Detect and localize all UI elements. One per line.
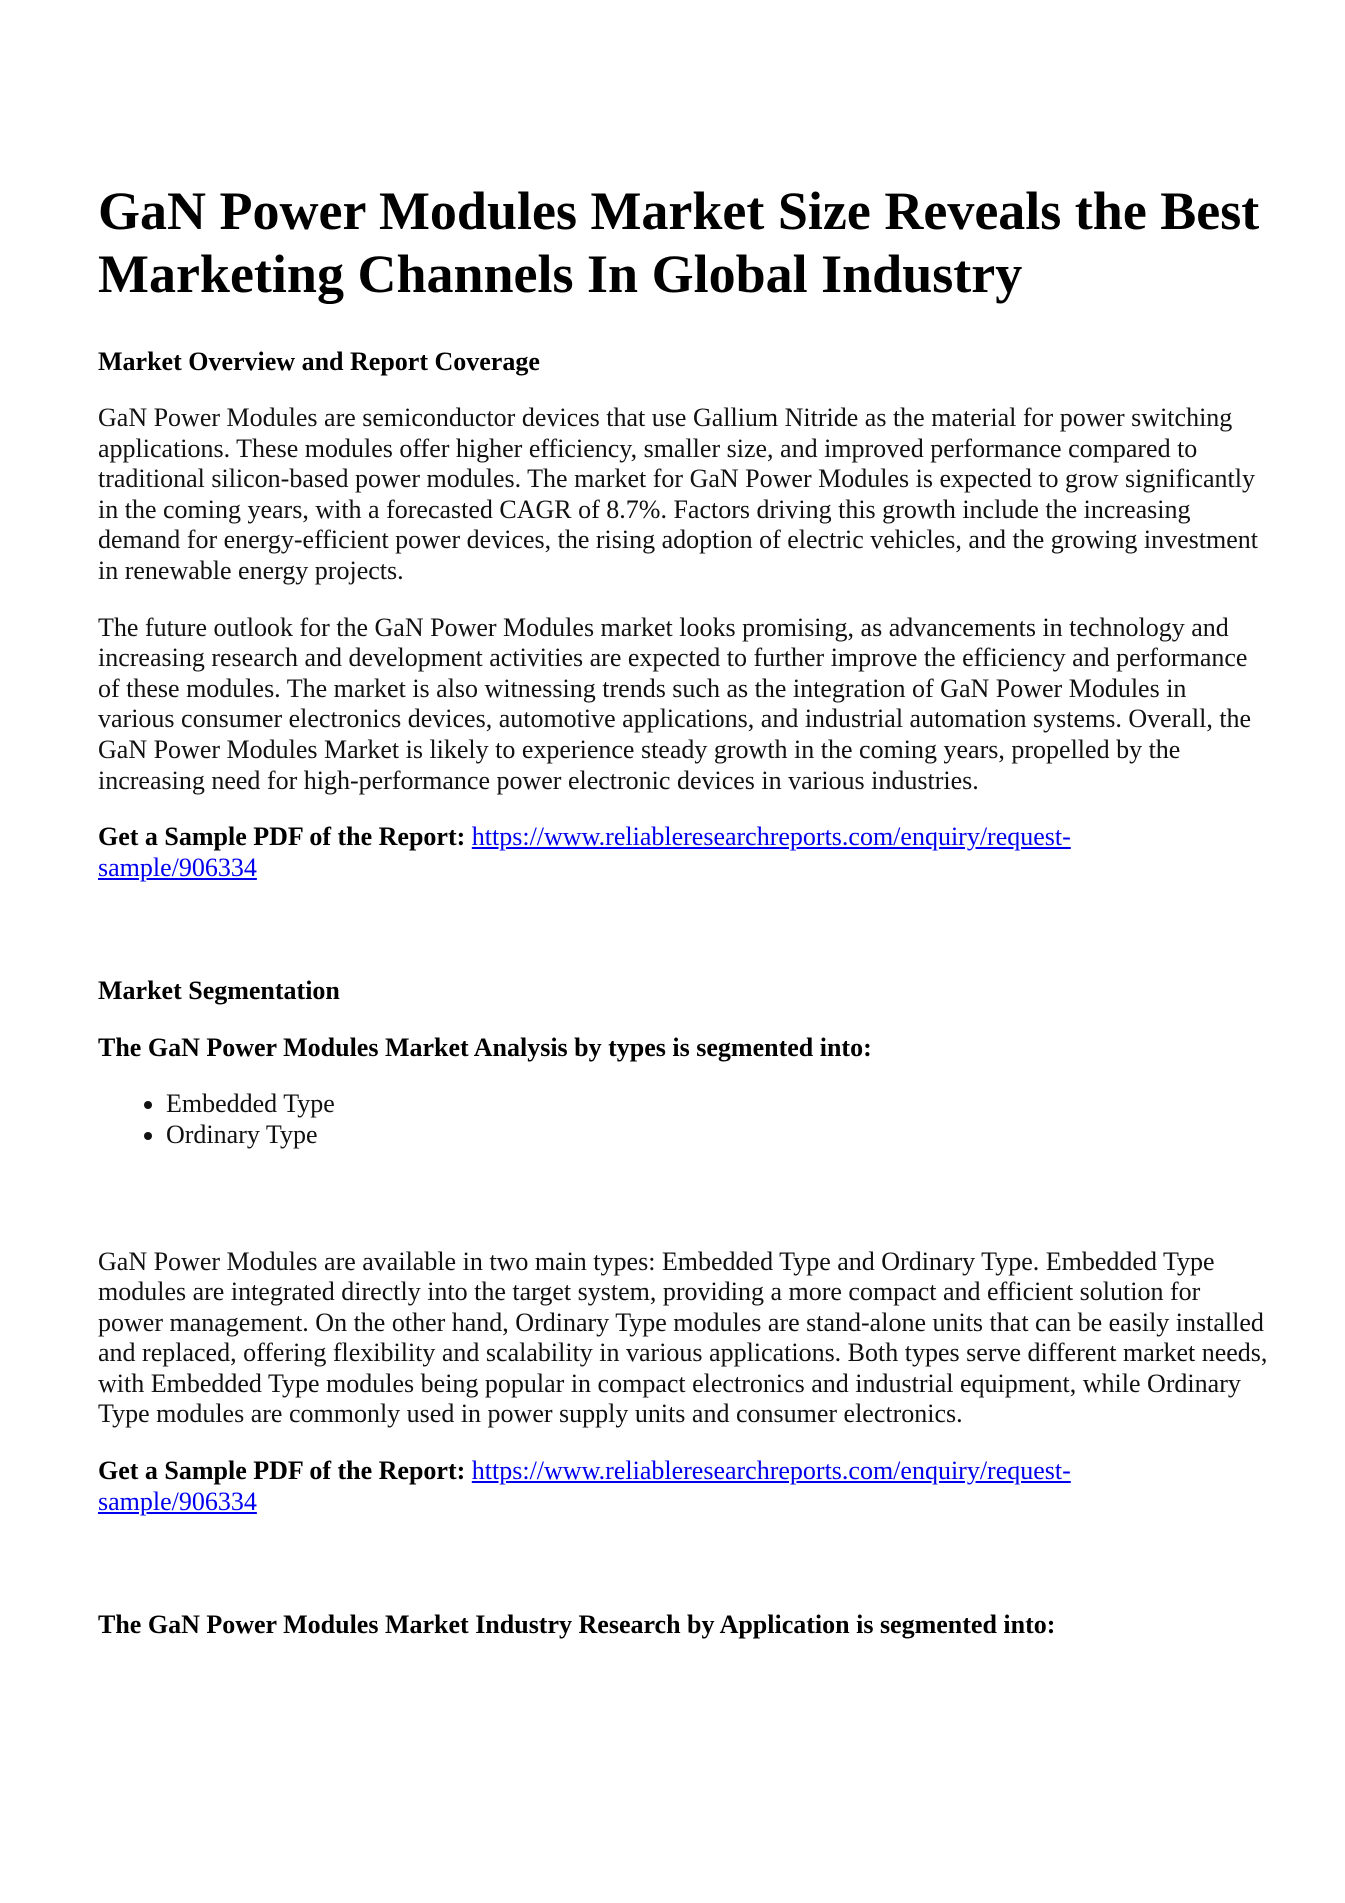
types-list	[98, 1089, 1268, 1150]
overview-paragraph-1: GaN Power Modules are semiconductor devices that use Gallium Nitride as the material for power switching applications. These modules offer higher efficiency, smaller size, and improved performance compared to traditional silicon-based power modules. The market for GaN Power Modules is expected to grow significantly in the coming years, with a forecasted CAGR of 8.7%. Factors driving this growth include the increasing demand for energy-efficient power devices, the rising adoption of electric vehicles, and the growing investment in renewable energy projects.	[98, 403, 1258, 585]
sample-pdf-link[interactable]: https://www.reliableresearchreports.com/enquiry/request- sample/906334	[98, 822, 1071, 882]
spacer	[98, 1177, 1268, 1247]
spacer	[98, 909, 1268, 975]
spacer	[98, 1543, 1268, 1609]
segmentation-heading: Market Segmentation	[98, 976, 340, 1006]
overview-heading: Market Overview and Report Coverage	[98, 347, 540, 376]
article	[98, 180, 1268, 1666]
page-title: GaN Power Modules Market Size Reveals the Best Marketing Channels In Global Industry	[98, 181, 1260, 304]
types-heading: The GaN Power Modules Market Analysis by types is segmented into:	[98, 1033, 872, 1063]
list-item: • Ordinary Type	[166, 1120, 1268, 1151]
sample-pdf-cta-1	[98, 822, 1268, 883]
sample-pdf-label: Get a Sample PDF of the Report:	[98, 822, 466, 852]
sample-pdf-cta-2	[98, 1456, 1268, 1517]
types-paragraph: GaN Power Modules are available in two main types: Embedded Type and Ordinary Type. Embedded Type modules are integrated directly into the target system, providing a more compact and efficient solution for power management. On the other hand, Ordinary Type modules are stand-alone units that can be easily installed and replaced, offering flexibility and scalability in various applications. Both types serve different market needs, with Embedded Type modules being popular in compact electronics and industrial equipment, while Ordinary Type modules are commonly used in power supply units and consumer electronics.	[98, 1246, 1268, 1429]
overview-paragraph-2: The future outlook for the GaN Power Modules market looks promising, as advancements in technology and increasing research and development activities are expected to further improve the efficiency and performance of these modules. The market is also witnessing trends such as the integration of GaN Power Modules in various consumer electronics devices, automotive applications, and industrial automation systems. Overall, the GaN Power Modules Market is likely to experience steady growth in the coming years, propelled by the increasing need for high-performance power electronic devices in various industries.	[98, 612, 1252, 795]
list-item: • Embedded Type	[166, 1089, 1268, 1120]
application-heading: The GaN Power Modules Market Industry Research by Application is segmented into:	[98, 1610, 1056, 1640]
sample-pdf-link[interactable]: https://www.reliableresearchreports.com/enquiry/request- sample/906334	[98, 1456, 1071, 1516]
sample-pdf-label: Get a Sample PDF of the Report:	[98, 1456, 466, 1486]
